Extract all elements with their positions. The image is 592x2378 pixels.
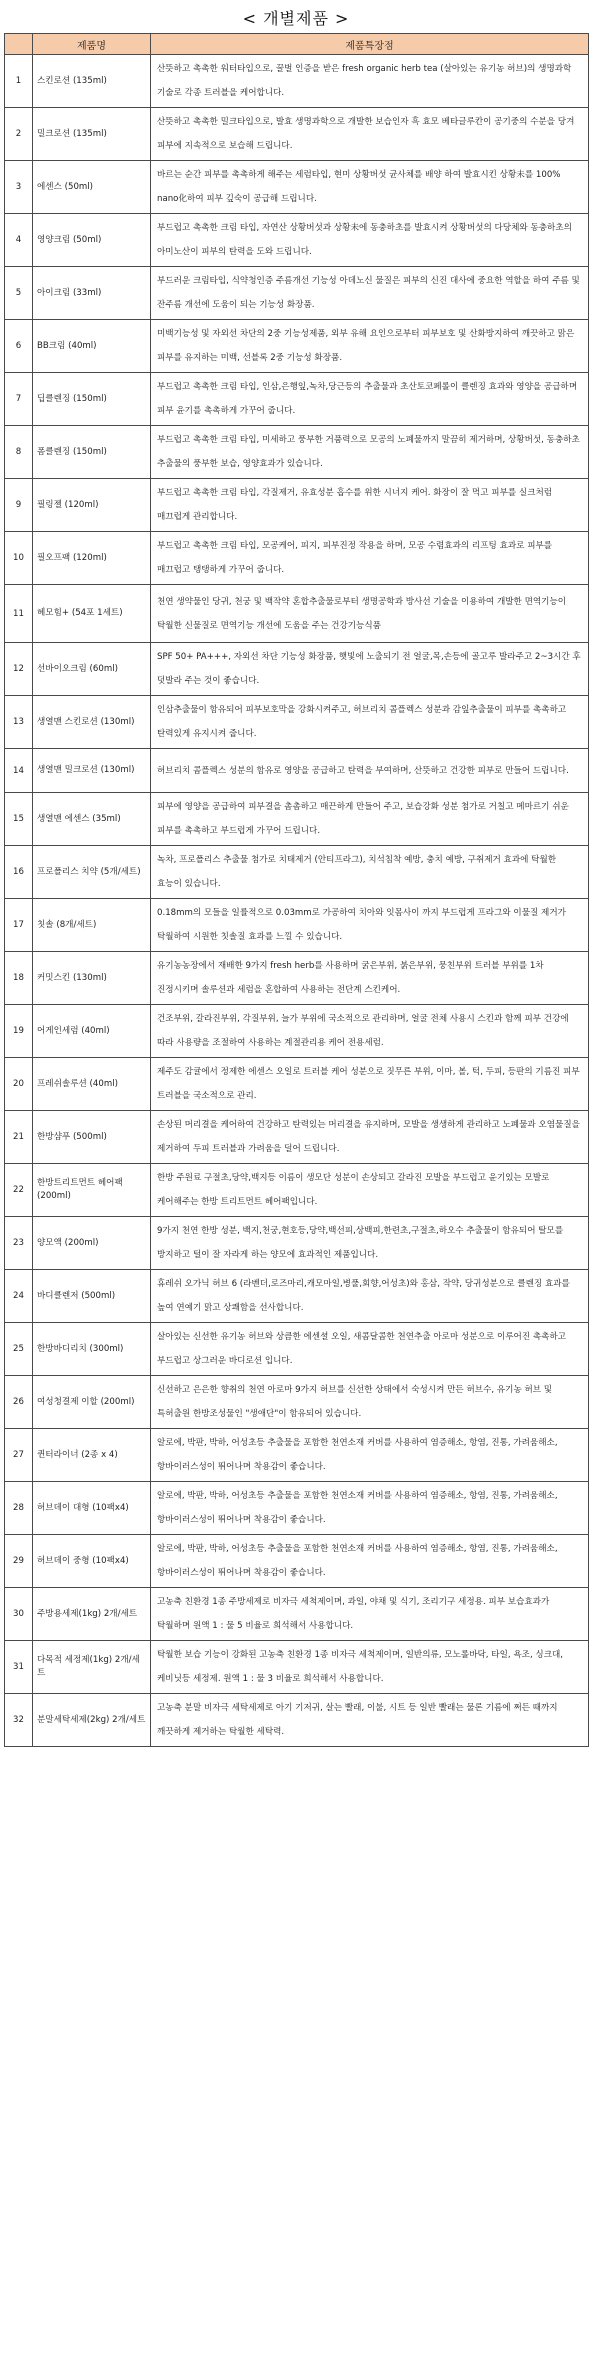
table-row (5, 320, 589, 373)
row-number: 12 (5, 643, 33, 696)
row-number: 10 (5, 532, 33, 585)
product-features: 부드럽고 촉촉한 크림 타입, 자연산 상황버섯과 상황未에 동충하초를 발효시켜 상황버섯의 다당체와 동충하초의 아미노산이 피부의 탄력을 도와 드립니다. (151, 214, 589, 267)
product-features: 부드럽고 촉촉한 크림 타입, 미세하고 풍부한 거품력으로 모공의 노폐물까지 말끔히 제거하며, 상황버섯, 동충하초 추출물의 풍부한 보습, 영양효과가 있습니다. (151, 426, 589, 479)
product-features: 알로에, 박판, 박하, 어성초등 추출물을 포함한 천연소재 커버를 사용하여 염증해소, 항염, 진통, 가려움해소, 항바이러스성이 뛰어나며 착용감이 좋습니다. (151, 1535, 589, 1588)
table-row (5, 108, 589, 161)
product-features: 살아있는 신선한 유기농 허브와 상큼한 에센셜 오일, 새콤달콤한 천연추출 아로마 성분으로 이루어진 촉촉하고 부드럽고 상그러운 바디로션 입니다. (151, 1323, 589, 1376)
table-row (5, 1005, 589, 1058)
row-number: 4 (5, 214, 33, 267)
table-row (5, 426, 589, 479)
row-number: 6 (5, 320, 33, 373)
product-name: BB크림 (40ml) (33, 320, 151, 373)
table-row (5, 479, 589, 532)
header-product-name: 제품명 (33, 34, 151, 55)
product-features: 건조부위, 갈라진부위, 각질부위, 늘가 부위에 국소적으로 관리하며, 얼굴 전체 사용시 스킨과 함께 피부 건강에 따라 사용량을 조절하여 사용하는 계절관리용 케어 전용세럼. (151, 1005, 589, 1058)
table-row (5, 643, 589, 696)
product-name: 여성청결제 이할 (200ml) (33, 1376, 151, 1429)
row-number: 7 (5, 373, 33, 426)
product-name: 필링젤 (120ml) (33, 479, 151, 532)
product-name: 생열맨 밀크로션 (130ml) (33, 749, 151, 793)
product-name: 프레쉬솔루션 (40ml) (33, 1058, 151, 1111)
product-features: 한방 주원료 구절초,당약,백지등 이름이 생모단 성분이 손상되고 갈라진 모발을 부드럽고 윤기있는 모발로 케어해주는 한방 트리트먼트 헤어팩입니다. (151, 1164, 589, 1217)
row-number: 20 (5, 1058, 33, 1111)
product-features: 허브리치 콤플렉스 성분의 함유로 영양을 공급하고 탄력을 부여하며, 산뜻하고 건강한 피부로 만들어 드립니다. (151, 749, 589, 793)
product-features: 알로에, 박판, 박하, 어성초등 추출물을 포함한 천연소재 커버를 사용하여 염증해소, 항염, 진통, 가려움해소, 항바이러스성이 뛰어나며 착용감이 좋습니다. (151, 1429, 589, 1482)
row-number: 5 (5, 267, 33, 320)
product-features: 산뜻하고 촉촉한 밀크타입으로, 발효 생명과학으로 개발한 보습인자 흑 효모 베타글루칸이 공기중의 수분을 당겨 피부에 지속적으로 보습해 드립니다. (151, 108, 589, 161)
row-number: 30 (5, 1588, 33, 1641)
table-row (5, 1535, 589, 1588)
product-name: 헤모힘+ (54포 1세트) (33, 585, 151, 643)
row-number: 9 (5, 479, 33, 532)
table-row (5, 55, 589, 108)
title-bar (4, 4, 588, 30)
product-name: 아이크림 (33ml) (33, 267, 151, 320)
product-name: 한방바디리치 (300ml) (33, 1323, 151, 1376)
product-features: 바르는 순간 피부를 촉촉하게 해주는 세럼타입, 현미 상황버섯 균사체를 배양 하여 발효시킨 상황未를 100% nano化하여 피부 깊숙이 공급해 드립니다. (151, 161, 589, 214)
row-number: 11 (5, 585, 33, 643)
product-features: 미백기능성 및 자외선 차단의 2중 기능성제품, 외부 유해 요인으로부터 피부보호 및 산화방지하여 깨끗하고 맑은 피부를 유지하는 미백, 선블록 2중 기능성 화장품. (151, 320, 589, 373)
product-name: 생열맨 에센스 (35ml) (33, 793, 151, 846)
table-row (5, 1376, 589, 1429)
product-features: 부드럽고 촉촉한 크림 타입, 모공케어, 피지, 피부진정 작용을 하며, 모공 수렴효과의 리프팅 효과로 피부를 매끄럽고 탱탱하게 가꾸어 줍니다. (151, 532, 589, 585)
product-features: 신선하고 은은한 향취의 천연 아로마 9가지 허브를 신선한 상태에서 숙성시켜 만든 허브수, 유기농 허브 및 특허출원 한방조성물인 "생애단"이 함유되어 있습니다. (151, 1376, 589, 1429)
table-row (5, 749, 589, 793)
table-row (5, 267, 589, 320)
table-row (5, 1217, 589, 1270)
row-number: 22 (5, 1164, 33, 1217)
table-row (5, 373, 589, 426)
product-name: 딥클렌징 (150ml) (33, 373, 151, 426)
product-features: 손상된 머리결을 케어하여 건강하고 탄력있는 머리결을 유지하며, 모발을 생생하게 관리하고 노폐물과 오염물질을 제거하여 두피 트러블과 가려움을 덜어 드립니다. (151, 1111, 589, 1164)
row-number: 26 (5, 1376, 33, 1429)
table-row (5, 1270, 589, 1323)
product-name: 칫솔 (8개/세트) (33, 899, 151, 952)
product-features: 녹차, 프로폴리스 추출물 첨가로 치태제거 (안티프라그), 치석침착 예방, 충치 예방, 구취제거 효과에 탁월한 효능이 있습니다. (151, 846, 589, 899)
header-number (5, 34, 33, 55)
row-number: 28 (5, 1482, 33, 1535)
row-number: 3 (5, 161, 33, 214)
row-number: 31 (5, 1641, 33, 1694)
row-number: 32 (5, 1694, 33, 1747)
table-row (5, 1429, 589, 1482)
table-row (5, 899, 589, 952)
table-row (5, 1111, 589, 1164)
product-name: 선바이오크림 (60ml) (33, 643, 151, 696)
row-number: 25 (5, 1323, 33, 1376)
row-number: 21 (5, 1111, 33, 1164)
product-features: 탁월한 보습 기능이 강화된 고농축 친환경 1종 비자극 세척제이며, 일반의류, 모노롤바닥, 타일, 욕조, 싱크대,케비닛등 세정제. 원액 1 : 물 3 비율로 희석해서 사용합니다. (151, 1641, 589, 1694)
product-features: 산뜻하고 촉촉한 워터타입으로, 꿀벌 인증을 받은 fresh organic herb tea (살아있는 유기농 허브)의 생명과학 기술로 각종 트러블을 케어합니다. (151, 55, 589, 108)
product-features: 고농축 분말 비자극 세탁세제로 아기 기저귀, 살는 빨래, 이불, 시트 등 일반 빨래는 물론 기름에 쩌든 때까지 깨끗하게 제거하는 탁월한 세탁력. (151, 1694, 589, 1747)
product-name: 다목적 세정제(1kg) 2개/세트 (33, 1641, 151, 1694)
product-name: 한방샴푸 (500ml) (33, 1111, 151, 1164)
table-row (5, 1641, 589, 1694)
product-name: 허브데이 중형 (10팩x4) (33, 1535, 151, 1588)
product-name: 밀크로션 (135ml) (33, 108, 151, 161)
product-name: 영양크림 (50ml) (33, 214, 151, 267)
product-features: 인삼추출물이 함유되어 피부보호막을 강화시켜주고, 허브리치 콤플렉스 성분과 감잎추출물이 피부를 촉촉하고 탄력있게 유지시켜 줍니다. (151, 696, 589, 749)
product-features: 0.18mm의 모들을 일률적으로 0.03mm로 가공하여 치아와 잇몸사이 까지 부드럽게 프라그와 이물질 제거가 탁월하여 시원한 칫솔질 효과를 느낄 수 있습니다. (151, 899, 589, 952)
product-name: 한방트리트먼트 헤어팩 (200ml) (33, 1164, 151, 1217)
product-name: 분말세탁세제(2kg) 2개/세트 (33, 1694, 151, 1747)
row-number: 27 (5, 1429, 33, 1482)
product-name: 필오프팩 (120ml) (33, 532, 151, 585)
product-features: 부드럽고 촉촉한 크림 타입, 인삼,은행잎,녹차,당근등의 추출물과 초산토코페롤이 클렌징 효과와 영양을 공급하며 피부 윤기를 촉촉하게 가꾸어 줍니다. (151, 373, 589, 426)
table-row (5, 952, 589, 1005)
product-features: 알로에, 박판, 박하, 어성초등 추출물을 포함한 천연소재 커버를 사용하여 염증해소, 항염, 진통, 가려움해소, 항바이러스성이 뛰어나며 착용감이 좋습니다. (151, 1482, 589, 1535)
row-number: 14 (5, 749, 33, 793)
table-row (5, 793, 589, 846)
row-number: 13 (5, 696, 33, 749)
header-product-features: 제품특장점 (151, 34, 589, 55)
product-name: 에센스 (50ml) (33, 161, 151, 214)
row-number: 18 (5, 952, 33, 1005)
product-name: 프로폴리스 치약 (5개/세트) (33, 846, 151, 899)
product-name: 스킨로션 (135ml) (33, 55, 151, 108)
product-table (4, 33, 589, 1747)
table-row (5, 1164, 589, 1217)
product-name: 커밋스킨 (130ml) (33, 952, 151, 1005)
table-row (5, 846, 589, 899)
product-features: 제주도 감귤에서 정제한 에센스 오일로 트러블 케어 성분으로 짓무른 부위, 이마, 볼, 턱, 두피, 등판의 기름진 피부 트러블을 국소적으로 관리. (151, 1058, 589, 1111)
row-number: 1 (5, 55, 33, 108)
row-number: 19 (5, 1005, 33, 1058)
page-title: < 개별제품 > (242, 8, 350, 28)
product-name: 바디클렌저 (500ml) (33, 1270, 151, 1323)
table-header-row (5, 34, 589, 55)
table-row (5, 1694, 589, 1747)
row-number: 17 (5, 899, 33, 952)
table-row (5, 585, 589, 643)
product-features: 부드러운 크림타입, 식약청인증 주름개선 기능성 아데노신 물질은 피부의 신진 대사에 중요한 역할을 하여 주름 및 잔주름 개선에 도움이 되는 기능성 화장품. (151, 267, 589, 320)
table-row (5, 532, 589, 585)
table-row (5, 1058, 589, 1111)
row-number: 15 (5, 793, 33, 846)
product-features: 9가지 천연 한방 성분, 백지,천궁,현호등,당약,백선피,상백피,한련초,구절초,하오수 추출물이 함유되어 탈모를 방지하고 털이 잘 자라게 하는 양모에 효과적인 제품입니다. (151, 1217, 589, 1270)
row-number: 2 (5, 108, 33, 161)
table-row (5, 1482, 589, 1535)
product-name: 퀸터라이너 (2종 x 4) (33, 1429, 151, 1482)
product-features: 휴레쉬 오가닉 허브 6 (라벤더,로즈마리,캐모마일,병풀,회향,어성초)와 홍삼, 작약, 당귀성분으로 클렌징 효과를 높여 연예기 맑고 상쾌함을 선사합니다. (151, 1270, 589, 1323)
table-row (5, 1588, 589, 1641)
row-number: 8 (5, 426, 33, 479)
product-name: 생열맨 스킨로션 (130ml) (33, 696, 151, 749)
row-number: 29 (5, 1535, 33, 1588)
product-features: 천연 생약물인 당귀, 천궁 및 백작약 혼합추출물로부터 생명공학과 방사선 기술을 이용하여 개발한 면역기능이 탁월한 신물질로 면역기능 개선에 도움을 주는 건강기능식품 (151, 585, 589, 643)
row-number: 23 (5, 1217, 33, 1270)
product-features: 유기농농장에서 재배한 9가지 fresh herb를 사용하며 굵은부위, 붉은부위, 뭉친부위 트러블 부위를 1차 진정시키며 솔루션과 세럼을 혼합하여 사용하는 전단계 스킨케어. (151, 952, 589, 1005)
table-row (5, 214, 589, 267)
product-features: 부드럽고 촉촉한 크림 타입, 각질제거, 유효성분 흡수를 위한 시너지 케어. 화장이 잘 먹고 피부를 실크처럼 매끄럽게 관리합니다. (151, 479, 589, 532)
table-row (5, 696, 589, 749)
row-number: 24 (5, 1270, 33, 1323)
product-name: 양모액 (200ml) (33, 1217, 151, 1270)
product-name: 어게인세럼 (40ml) (33, 1005, 151, 1058)
product-name: 주방용세제(1kg) 2개/세트 (33, 1588, 151, 1641)
product-features: 고농축 친환경 1종 주방세제로 비자극 세척제이며, 과일, 야채 및 식기, 조리기구 세정용. 피부 보습효과가 탁월하며 원액 1 : 물 5 비율로 희석해서 사용합니다. (151, 1588, 589, 1641)
table-row (5, 1323, 589, 1376)
row-number: 16 (5, 846, 33, 899)
product-features: 피부에 영양을 공급하여 피부결을 촘촘하고 매끈하게 만들어 주고, 보습강화 성분 첨가로 거칠고 메마르기 쉬운 피부를 촉촉하고 부드럽게 가꾸어 드립니다. (151, 793, 589, 846)
product-features: SPF 50+ PA+++, 자외선 차단 기능성 화장품, 햇빛에 노출되기 전 얼굴,목,손등에 골고루 발라주고 2~3시간 후 덧발라 주는 것이 좋습니다. (151, 643, 589, 696)
table-row (5, 161, 589, 214)
product-name: 폼클렌징 (150ml) (33, 426, 151, 479)
product-name: 허브데이 대형 (10팩x4) (33, 1482, 151, 1535)
